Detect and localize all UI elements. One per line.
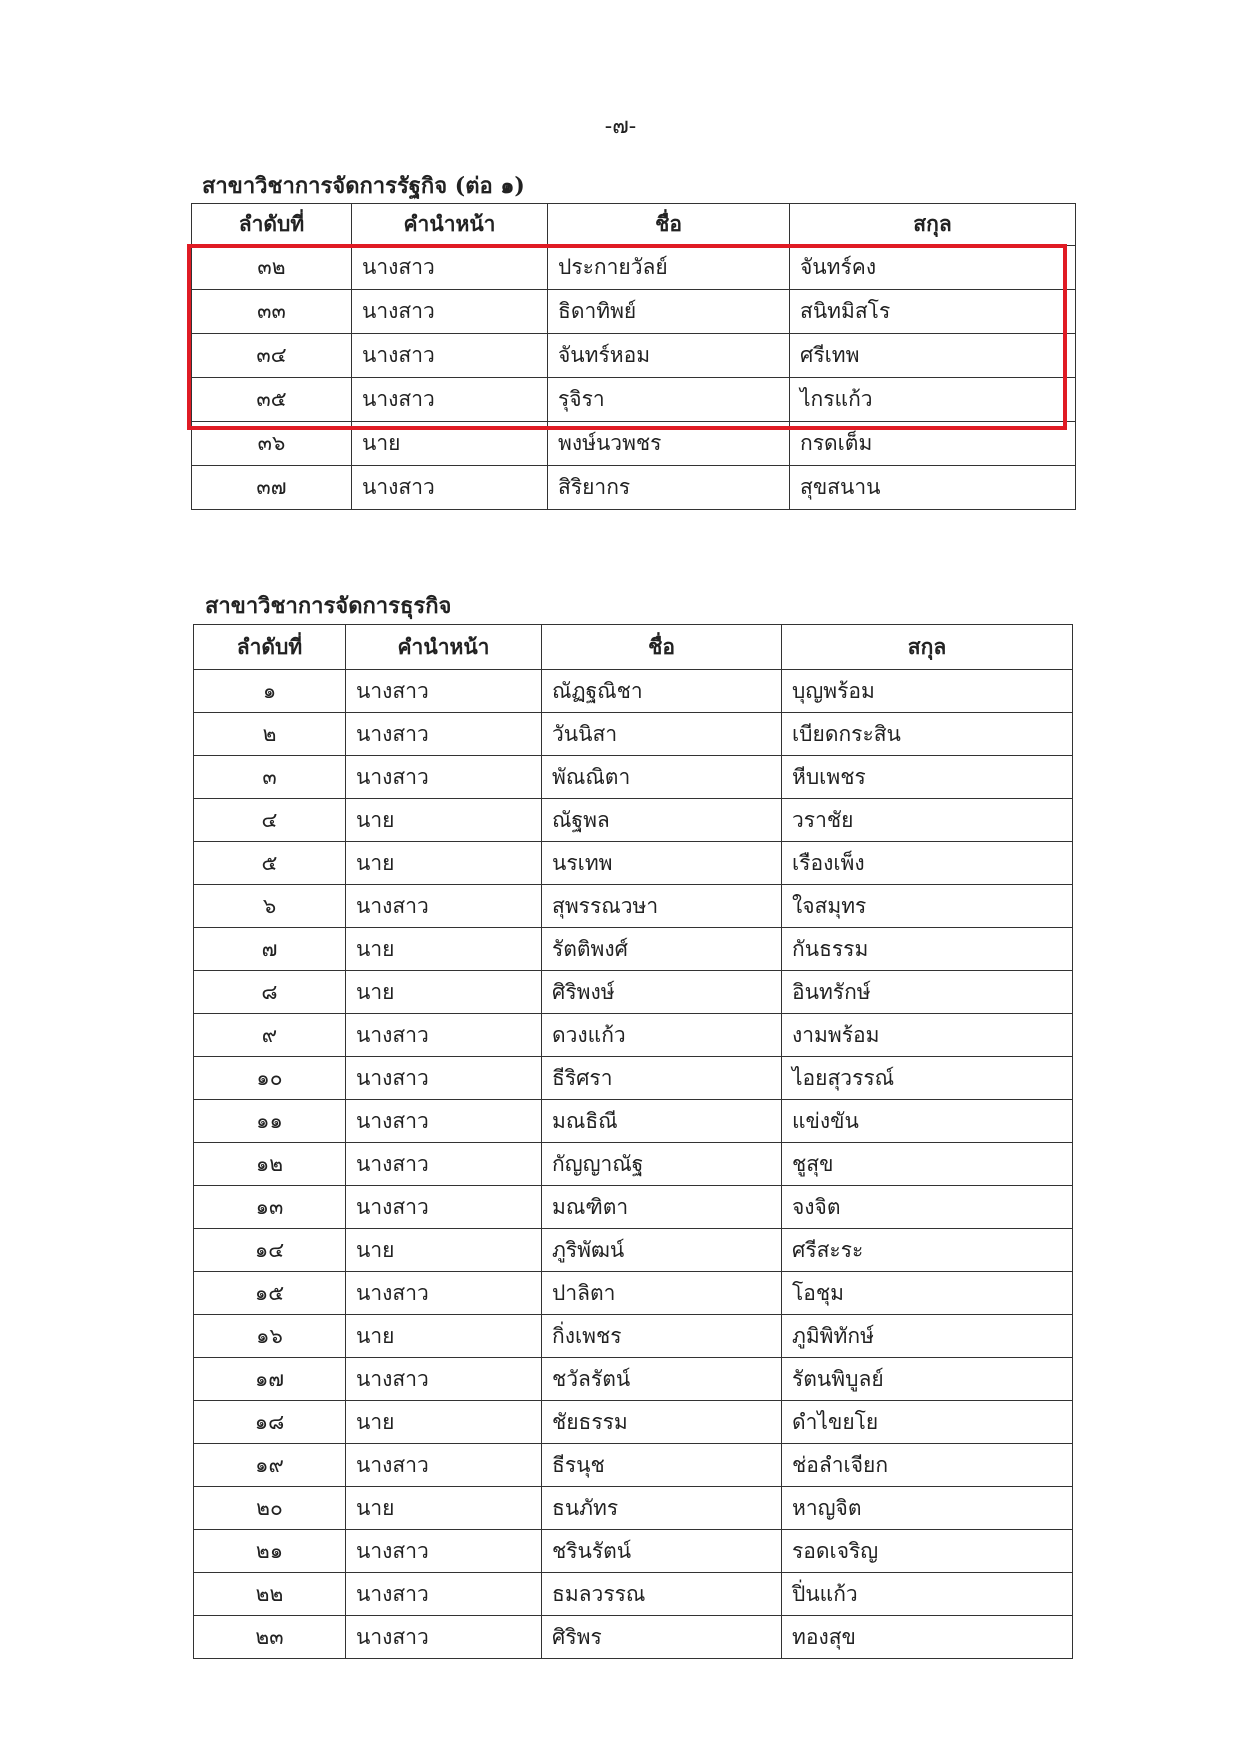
row-number: ๓๒ bbox=[192, 246, 352, 290]
row-number: ๑๗ bbox=[194, 1358, 346, 1401]
row-number: ๑๖ bbox=[194, 1315, 346, 1358]
last-name: รัตนพิบูลย์ bbox=[782, 1358, 1073, 1401]
table-row bbox=[194, 1401, 1073, 1444]
name-prefix: นางสาว bbox=[346, 1186, 542, 1229]
row-number: ๔ bbox=[194, 799, 346, 842]
table-row bbox=[194, 928, 1073, 971]
page-number: -๗- bbox=[604, 114, 637, 139]
row-number: ๒๓ bbox=[194, 1616, 346, 1659]
first-name: ชรินรัตน์ bbox=[542, 1530, 782, 1573]
first-name: ประกายวัลย์ bbox=[548, 246, 790, 290]
last-name: สนิทมิสโร bbox=[790, 290, 1076, 334]
last-name: จันทร์คง bbox=[790, 246, 1076, 290]
last-name: สุขสนาน bbox=[790, 466, 1076, 510]
first-name: มณธิณี bbox=[542, 1100, 782, 1143]
column-header-last-name: สกุล bbox=[790, 204, 1076, 246]
name-prefix: นางสาว bbox=[346, 1143, 542, 1186]
first-name: ธนภัทร bbox=[542, 1487, 782, 1530]
first-name: ธมลวรรณ bbox=[542, 1573, 782, 1616]
table-header-row bbox=[192, 204, 1076, 246]
highlight-box bbox=[187, 244, 1067, 430]
first-name: ธีริศรา bbox=[542, 1057, 782, 1100]
first-name: ศิริพร bbox=[542, 1616, 782, 1659]
first-name: ปาลิตา bbox=[542, 1272, 782, 1315]
row-number: ๒๒ bbox=[194, 1573, 346, 1616]
column-header-prefix: คำนำหน้า bbox=[346, 625, 542, 670]
business-management-table bbox=[193, 624, 1073, 1659]
row-number: ๒ bbox=[194, 713, 346, 756]
row-number: ๒๐ bbox=[194, 1487, 346, 1530]
table-row bbox=[194, 1143, 1073, 1186]
table-row bbox=[194, 1100, 1073, 1143]
first-name: กัญญาณัฐ bbox=[542, 1143, 782, 1186]
row-number: ๓๓ bbox=[192, 290, 352, 334]
row-number: ๒๑ bbox=[194, 1530, 346, 1573]
column-header-number: ลำดับที่ bbox=[194, 625, 346, 670]
row-number: ๑๒ bbox=[194, 1143, 346, 1186]
name-prefix: นาย bbox=[346, 1487, 542, 1530]
last-name: วราชัย bbox=[782, 799, 1073, 842]
table-header-row bbox=[194, 625, 1073, 670]
row-number: ๓๗ bbox=[192, 466, 352, 510]
last-name: กรดเต็ม bbox=[790, 422, 1076, 466]
first-name: พัณณิตา bbox=[542, 756, 782, 799]
table-row bbox=[194, 1616, 1073, 1659]
last-name: ไอยสุวรรณ์ bbox=[782, 1057, 1073, 1100]
row-number: ๓ bbox=[194, 756, 346, 799]
row-number: ๗ bbox=[194, 928, 346, 971]
first-name: ณัฏฐณิชา bbox=[542, 670, 782, 713]
name-prefix: นาย bbox=[352, 422, 548, 466]
name-prefix: นางสาว bbox=[346, 1616, 542, 1659]
row-number: ๑๕ bbox=[194, 1272, 346, 1315]
table-row bbox=[194, 1229, 1073, 1272]
table-row bbox=[194, 842, 1073, 885]
table-row bbox=[194, 885, 1073, 928]
table-row bbox=[194, 1315, 1073, 1358]
first-name: รุจิรา bbox=[548, 378, 790, 422]
name-prefix: นางสาว bbox=[346, 1057, 542, 1100]
last-name: รอดเจริญ bbox=[782, 1530, 1073, 1573]
table-row bbox=[194, 1057, 1073, 1100]
row-number: ๑๔ bbox=[194, 1229, 346, 1272]
last-name: ช่อลำเจียก bbox=[782, 1444, 1073, 1487]
name-prefix: นางสาว bbox=[352, 246, 548, 290]
first-name: ศิริพงษ์ bbox=[542, 971, 782, 1014]
column-header-last-name: สกุล bbox=[782, 625, 1073, 670]
first-name: ณัฐพล bbox=[542, 799, 782, 842]
table-row bbox=[194, 1358, 1073, 1401]
row-number: ๑๘ bbox=[194, 1401, 346, 1444]
table-row bbox=[194, 1272, 1073, 1315]
first-name: ดวงแก้ว bbox=[542, 1014, 782, 1057]
last-name: ใจสมุทร bbox=[782, 885, 1073, 928]
first-name: ธิดาทิพย์ bbox=[548, 290, 790, 334]
name-prefix: นาย bbox=[346, 799, 542, 842]
column-header-first-name: ชื่อ bbox=[542, 625, 782, 670]
first-name: ชัยธรรม bbox=[542, 1401, 782, 1444]
name-prefix: นาย bbox=[346, 842, 542, 885]
last-name: ทองสุข bbox=[782, 1616, 1073, 1659]
row-number: ๑๐ bbox=[194, 1057, 346, 1100]
name-prefix: นางสาว bbox=[346, 670, 542, 713]
last-name: งามพร้อม bbox=[782, 1014, 1073, 1057]
first-name: สิริยากร bbox=[548, 466, 790, 510]
last-name: ศรีสะระ bbox=[782, 1229, 1073, 1272]
row-number: ๓๖ bbox=[192, 422, 352, 466]
name-prefix: นางสาว bbox=[346, 1573, 542, 1616]
row-number: ๕ bbox=[194, 842, 346, 885]
section-title-public-administration: สาขาวิชาการจัดการรัฐกิจ (ต่อ ๑) bbox=[202, 173, 525, 199]
name-prefix: นาย bbox=[346, 1229, 542, 1272]
table-row bbox=[194, 713, 1073, 756]
first-name: นรเทพ bbox=[542, 842, 782, 885]
column-header-number: ลำดับที่ bbox=[192, 204, 352, 246]
row-number: ๘ bbox=[194, 971, 346, 1014]
last-name: แข่งขัน bbox=[782, 1100, 1073, 1143]
name-prefix: นางสาว bbox=[352, 466, 548, 510]
name-prefix: นางสาว bbox=[352, 334, 548, 378]
name-prefix: นางสาว bbox=[346, 713, 542, 756]
last-name: จงจิต bbox=[782, 1186, 1073, 1229]
table-row bbox=[194, 799, 1073, 842]
row-number: ๖ bbox=[194, 885, 346, 928]
last-name: ชูสุข bbox=[782, 1143, 1073, 1186]
row-number: ๙ bbox=[194, 1014, 346, 1057]
name-prefix: นาย bbox=[346, 971, 542, 1014]
last-name: อินทรักษ์ bbox=[782, 971, 1073, 1014]
first-name: วันนิสา bbox=[542, 713, 782, 756]
last-name: ไกรแก้ว bbox=[790, 378, 1076, 422]
name-prefix: นางสาว bbox=[346, 1014, 542, 1057]
name-prefix: นาย bbox=[346, 928, 542, 971]
name-prefix: นางสาว bbox=[346, 885, 542, 928]
row-number: ๑๓ bbox=[194, 1186, 346, 1229]
last-name: หาญจิต bbox=[782, 1487, 1073, 1530]
last-name: ศรีเทพ bbox=[790, 334, 1076, 378]
table-row bbox=[194, 1186, 1073, 1229]
name-prefix: นาย bbox=[346, 1315, 542, 1358]
name-prefix: นางสาว bbox=[346, 1100, 542, 1143]
table-row bbox=[194, 1573, 1073, 1616]
table-row bbox=[194, 1530, 1073, 1573]
last-name: เรืองเพ็ง bbox=[782, 842, 1073, 885]
first-name: ธีรนุช bbox=[542, 1444, 782, 1487]
name-prefix: นางสาว bbox=[346, 1530, 542, 1573]
first-name: สุพรรณวษา bbox=[542, 885, 782, 928]
table-row bbox=[192, 466, 1076, 510]
first-name: ชวัลรัตน์ bbox=[542, 1358, 782, 1401]
last-name: โอชุม bbox=[782, 1272, 1073, 1315]
first-name: พงษ์นวพชร bbox=[548, 422, 790, 466]
table-row bbox=[194, 971, 1073, 1014]
table-row bbox=[194, 670, 1073, 713]
name-prefix: นางสาว bbox=[352, 290, 548, 334]
last-name: หีบเพชร bbox=[782, 756, 1073, 799]
first-name: รัตติพงศ์ bbox=[542, 928, 782, 971]
first-name: มณฑิตา bbox=[542, 1186, 782, 1229]
row-number: ๑๙ bbox=[194, 1444, 346, 1487]
last-name: บุญพร้อม bbox=[782, 670, 1073, 713]
name-prefix: นางสาว bbox=[346, 1272, 542, 1315]
first-name: ภูริพัฒน์ bbox=[542, 1229, 782, 1272]
row-number: ๓๕ bbox=[192, 378, 352, 422]
column-header-first-name: ชื่อ bbox=[548, 204, 790, 246]
table-row bbox=[194, 1014, 1073, 1057]
column-header-prefix: คำนำหน้า bbox=[352, 204, 548, 246]
last-name: เบียดกระสิน bbox=[782, 713, 1073, 756]
table-row bbox=[194, 756, 1073, 799]
last-name: ดำไขยโย bbox=[782, 1401, 1073, 1444]
name-prefix: นาย bbox=[346, 1401, 542, 1444]
table-row bbox=[194, 1487, 1073, 1530]
last-name: ปิ่นแก้ว bbox=[782, 1573, 1073, 1616]
first-name: กิ่งเพชร bbox=[542, 1315, 782, 1358]
name-prefix: นางสาว bbox=[352, 378, 548, 422]
row-number: ๓๔ bbox=[192, 334, 352, 378]
row-number: ๑ bbox=[194, 670, 346, 713]
name-prefix: นางสาว bbox=[346, 756, 542, 799]
first-name: จันทร์หอม bbox=[548, 334, 790, 378]
table-row bbox=[194, 1444, 1073, 1487]
section-title-business-management: สาขาวิชาการจัดการธุรกิจ bbox=[205, 593, 452, 619]
last-name: ภูมิพิทักษ์ bbox=[782, 1315, 1073, 1358]
row-number: ๑๑ bbox=[194, 1100, 346, 1143]
name-prefix: นางสาว bbox=[346, 1444, 542, 1487]
name-prefix: นางสาว bbox=[346, 1358, 542, 1401]
last-name: กันธรรม bbox=[782, 928, 1073, 971]
